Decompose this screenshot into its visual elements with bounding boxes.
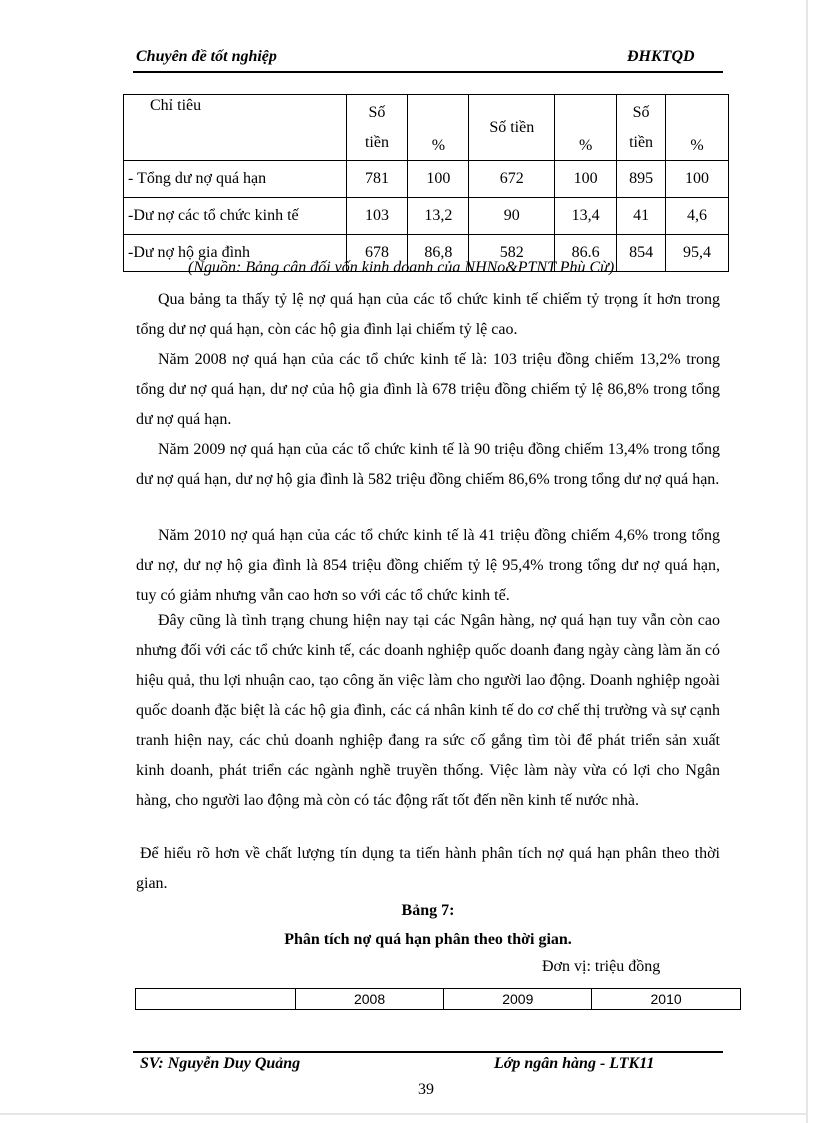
- blank-cell: [136, 989, 296, 1010]
- paragraph: Năm 2009 nợ quá hạn của các tổ chức kinh tế là 90 triệu đồng chiếm 13,4% trong tổng dư nợ quá hạn, dư nợ hộ gia đình là 582 triệu đồng chiếm 86,6% trong tổng dư nợ quá hạn.: [136, 441, 720, 488]
- cell: 678: [346, 235, 408, 272]
- paragraph: Năm 2008 nợ quá hạn của các tổ chức kinh tế là: 103 triệu đồng chiếm 13,2% trong tổng dư nợ quá hạn, dư nợ của hộ gia đình là 678 triệu đồng chiếm tỷ lệ 86,8% trong tổng dư nợ quá hạn.: [136, 351, 720, 428]
- year-header: 2009: [444, 989, 592, 1010]
- header-amount-2008: Số tiền: [346, 95, 408, 161]
- table-row: [124, 198, 729, 235]
- footer-student: SV: Nguyễn Duy Quảng: [140, 1055, 301, 1072]
- cell: 100: [408, 161, 469, 198]
- cell: 41: [617, 198, 666, 235]
- cell: 86,8: [408, 235, 469, 272]
- cell: 103: [346, 198, 408, 235]
- page-edge-shadow-right: [806, 0, 808, 1123]
- cell: 895: [617, 161, 666, 198]
- cell: 95,4: [666, 235, 729, 272]
- cell: 854: [617, 235, 666, 272]
- cell: 13,4: [555, 198, 617, 235]
- header-percent-2008: %: [408, 95, 469, 161]
- cell: 781: [346, 161, 408, 198]
- table-subtitle: Phân tích nợ quá hạn phân theo thời gian.: [284, 931, 572, 948]
- paragraph: Để hiểu rõ hơn về chất lượng tín dụng ta tiến hành phân tích nợ quá hạn phân theo thời gian.: [136, 845, 720, 892]
- header-amount-2010: Số tiền: [617, 95, 666, 161]
- header-indicator: Chỉ tiêu: [124, 95, 347, 161]
- paragraph: Qua bảng ta thấy tỷ lệ nợ quá hạn của các tổ chức kinh tế chiếm tỷ trọng ít hơn trong tổng dư nợ quá hạn, còn các hộ gia đình lại chiếm tỷ lệ cao.: [136, 291, 720, 338]
- page-edge-shadow-bottom: [0, 1113, 808, 1115]
- footer-divider: [133, 1051, 723, 1053]
- row-label: -Dư nợ các tổ chức kinh tế: [124, 198, 347, 235]
- header-amount-2009: Số tiền: [469, 95, 555, 161]
- cell: 13,2: [408, 198, 469, 235]
- header-school: ĐHKTQD: [627, 48, 695, 65]
- header-percent-2010: %: [666, 95, 729, 161]
- header-divider: [133, 71, 723, 73]
- table-row: [124, 161, 729, 198]
- unit-label: Đơn vị: triệu đồng: [542, 958, 661, 975]
- cell: 672: [469, 161, 555, 198]
- table-source-caption: (Nguồn: Bảng cân đối vốn kinh doanh của NHNo&PTNT Phù Cừ): [188, 259, 615, 276]
- row-label: - Tổng dư nợ quá hạn: [124, 161, 347, 198]
- cell: 100: [555, 161, 617, 198]
- table-header-row: [124, 95, 729, 161]
- table-header-row: [136, 989, 741, 1010]
- overdue-debt-table: [123, 94, 729, 272]
- cell: 582: [469, 235, 555, 272]
- page-number: 39: [418, 1081, 434, 1098]
- time-analysis-table: [135, 988, 741, 1010]
- cell: 86.6: [555, 235, 617, 272]
- cell: 4,6: [666, 198, 729, 235]
- year-header: 2008: [295, 989, 444, 1010]
- year-header: 2010: [592, 989, 741, 1010]
- row-label: -Dư nợ hộ gia đình: [124, 235, 347, 272]
- footer-class: Lớp ngân hàng - LTK11: [494, 1055, 655, 1072]
- cell: 90: [469, 198, 555, 235]
- header-percent-2009: %: [555, 95, 617, 161]
- table-number-title: Bảng 7:: [401, 902, 455, 919]
- header-title: Chuyên đề tốt nghiệp: [136, 48, 277, 65]
- paragraph: Năm 2010 nợ quá hạn của các tổ chức kinh tế là 41 triệu đồng chiếm 4,6% trong tổng dư nợ, dư nợ hộ gia đình là 854 triệu đồng chiếm tỷ lệ 95,4% trong tổng dư nợ quá hạn, tuy có giảm nhưng vẫn cao hơn so với các tổ chức kinh tế.: [136, 527, 720, 604]
- cell: 100: [666, 161, 729, 198]
- paragraph: Đây cũng là tình trạng chung hiện nay tại các Ngân hàng, nợ quá hạn tuy vẫn còn cao nhưng đối với các tổ chức kinh tế, các doanh nghiệp quốc doanh đang ngày càng làm ăn có hiệu quả, thu lợi nhuận cao, tạo công ăn việc làm cho người lao động. Doanh nghiệp ngoài quốc doanh đặc biệt là các hộ gia đình, các cá nhân kinh tế do cơ chế thị trường và sự cạnh tranh hiện nay, các chủ doanh nghiệp đang ra sức cố gắng tìm tòi để phát triển sản xuất kinh doanh, phát triển các ngành nghề truyền thống. Việc làm này vừa có lợi cho Ngân hàng, cho người lao động mà còn có tác động rất tốt đến nền kinh tế nước nhà.: [136, 612, 720, 809]
